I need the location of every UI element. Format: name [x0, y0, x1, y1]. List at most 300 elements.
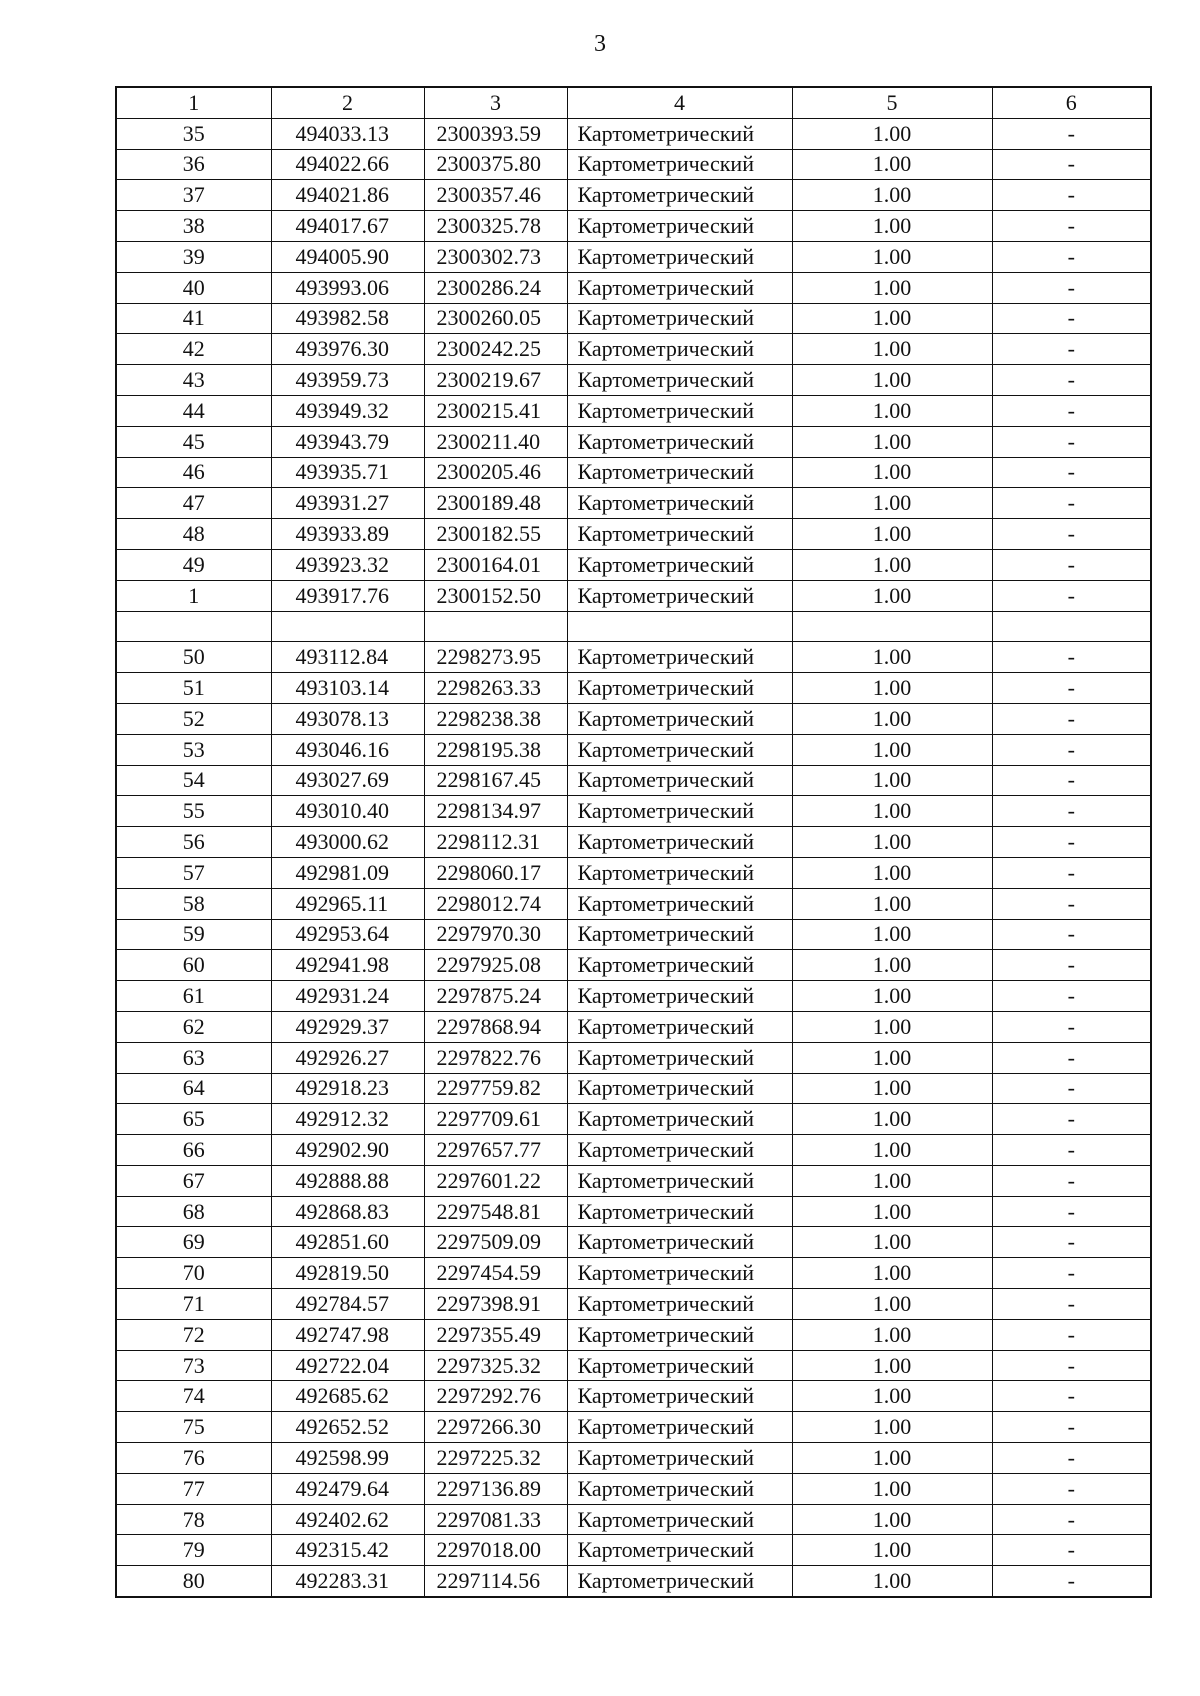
cell-method: Картометрический: [567, 272, 792, 303]
cell-note: -: [992, 703, 1151, 734]
cell-x-coordinate: 493078.13: [271, 703, 424, 734]
cell-note: -: [992, 1165, 1151, 1196]
table-row: [116, 1227, 1151, 1258]
cell-y-coordinate: 2298273.95: [424, 642, 567, 673]
table-row: [116, 1566, 1151, 1597]
cell-note: -: [992, 457, 1151, 488]
cell-note: -: [992, 1011, 1151, 1042]
cell-point-number: 71: [116, 1289, 271, 1320]
table-row: [116, 149, 1151, 180]
cell-y-coordinate: 2300182.55: [424, 519, 567, 550]
cell-point-number: 77: [116, 1473, 271, 1504]
table-row: [116, 1196, 1151, 1227]
cell-x-coordinate: 494022.66: [271, 149, 424, 180]
cell-accuracy: 1.00: [792, 1196, 992, 1227]
cell-x-coordinate: 492965.11: [271, 888, 424, 919]
cell-accuracy: 1.00: [792, 395, 992, 426]
cell-x-coordinate: 493976.30: [271, 334, 424, 365]
table-row: [116, 1011, 1151, 1042]
cell-accuracy: 1.00: [792, 303, 992, 334]
cell-accuracy: 1.00: [792, 180, 992, 211]
cell-method: Картометрический: [567, 857, 792, 888]
cell-x-coordinate: 493935.71: [271, 457, 424, 488]
cell-note: -: [992, 365, 1151, 396]
cell-method: Картометрический: [567, 1473, 792, 1504]
cell-x-coordinate: 492953.64: [271, 919, 424, 950]
cell-note: -: [992, 580, 1151, 611]
cell-method: Картометрический: [567, 1566, 792, 1597]
cell-point-number: 38: [116, 211, 271, 242]
cell-accuracy: 1.00: [792, 1412, 992, 1443]
table-row: [116, 365, 1151, 396]
cell-x-coordinate: 492819.50: [271, 1258, 424, 1289]
cell-note: -: [992, 180, 1151, 211]
cell-x-coordinate: 492747.98: [271, 1319, 424, 1350]
cell-point-number: 55: [116, 796, 271, 827]
table-row: [116, 673, 1151, 704]
cell-accuracy: 1.00: [792, 149, 992, 180]
cell-point-number: 49: [116, 549, 271, 580]
cell-accuracy: 1.00: [792, 1258, 992, 1289]
table-row: [116, 519, 1151, 550]
cell-point-number: 78: [116, 1504, 271, 1535]
cell-note: -: [992, 642, 1151, 673]
cell-y-coordinate: 2297657.77: [424, 1135, 567, 1166]
cell-note: -: [992, 334, 1151, 365]
cell-y-coordinate: 2300205.46: [424, 457, 567, 488]
cell-point-number: 58: [116, 888, 271, 919]
cell-note: -: [992, 272, 1151, 303]
cell-accuracy: 1.00: [792, 457, 992, 488]
cell-x-coordinate: 493943.79: [271, 426, 424, 457]
cell-method: Картометрический: [567, 1535, 792, 1566]
cell-y-coordinate: 2297018.00: [424, 1535, 567, 1566]
cell-note: -: [992, 1289, 1151, 1320]
cell-y-coordinate: 2300164.01: [424, 549, 567, 580]
cell-x-coordinate: 494033.13: [271, 118, 424, 149]
cell-method: Картометрический: [567, 426, 792, 457]
table-row: [116, 1381, 1151, 1412]
cell-point-number: 73: [116, 1350, 271, 1381]
cell-note: -: [992, 303, 1151, 334]
header-cell-6: 6: [992, 87, 1151, 118]
table-row: [116, 580, 1151, 611]
cell-accuracy: 1.00: [792, 703, 992, 734]
cell-accuracy: 1.00: [792, 488, 992, 519]
table-row: [116, 734, 1151, 765]
cell-y-coordinate: 2297355.49: [424, 1319, 567, 1350]
cell-x-coordinate: 492929.37: [271, 1011, 424, 1042]
table-row: [116, 1350, 1151, 1381]
cell-accuracy: 1.00: [792, 1135, 992, 1166]
cell-x-coordinate: 493103.14: [271, 673, 424, 704]
cell-method: Картометрический: [567, 1412, 792, 1443]
cell-accuracy: 1.00: [792, 1165, 992, 1196]
cell-method: Картометрический: [567, 1289, 792, 1320]
cell-point-number: 65: [116, 1104, 271, 1135]
cell-point-number: 67: [116, 1165, 271, 1196]
cell-point-number: 69: [116, 1227, 271, 1258]
cell-method: Картометрический: [567, 1258, 792, 1289]
cell-y-coordinate: 2297292.76: [424, 1381, 567, 1412]
cell-accuracy: 1.00: [792, 1011, 992, 1042]
cell-accuracy: 1.00: [792, 950, 992, 981]
cell-method: Картометрический: [567, 734, 792, 765]
table-row: [116, 1135, 1151, 1166]
cell-x-coordinate: 492868.83: [271, 1196, 424, 1227]
cell-x-coordinate: 492902.90: [271, 1135, 424, 1166]
cell-y-coordinate: 2297548.81: [424, 1196, 567, 1227]
cell-note: -: [992, 1443, 1151, 1474]
cell-point-number: 36: [116, 149, 271, 180]
table-row: [116, 488, 1151, 519]
table-row: [116, 1258, 1151, 1289]
cell-point-number: 68: [116, 1196, 271, 1227]
cell-accuracy: 1.00: [792, 1473, 992, 1504]
cell-point-number: 62: [116, 1011, 271, 1042]
cell-y-coordinate: 2298167.45: [424, 765, 567, 796]
cell-point-number: 37: [116, 180, 271, 211]
table-row: [116, 549, 1151, 580]
cell-accuracy: 1.00: [792, 1073, 992, 1104]
cell-point-number: 50: [116, 642, 271, 673]
cell-method: Картометрический: [567, 1504, 792, 1535]
cell-y-coordinate: 2300260.05: [424, 303, 567, 334]
cell-note: -: [992, 1504, 1151, 1535]
cell-point-number: 39: [116, 241, 271, 272]
cell-accuracy: 1.00: [792, 673, 992, 704]
cell-accuracy: 1.00: [792, 1566, 992, 1597]
table-row: [116, 241, 1151, 272]
cell-note: -: [992, 1381, 1151, 1412]
cell-point-number: 40: [116, 272, 271, 303]
cell-point-number: 41: [116, 303, 271, 334]
cell-point-number: 80: [116, 1566, 271, 1597]
table-row: [116, 1504, 1151, 1535]
cell-y-coordinate: 2297266.30: [424, 1412, 567, 1443]
cell-y-coordinate: 2297868.94: [424, 1011, 567, 1042]
cell-method: Картометрический: [567, 673, 792, 704]
cell-x-coordinate: 494021.86: [271, 180, 424, 211]
cell-point-number: 79: [116, 1535, 271, 1566]
cell-point-number: 1: [116, 580, 271, 611]
cell-x-coordinate: 494005.90: [271, 241, 424, 272]
cell-x-coordinate: 493027.69: [271, 765, 424, 796]
cell-x-coordinate: 493112.84: [271, 642, 424, 673]
cell-method: Картометрический: [567, 1104, 792, 1135]
table-row: [116, 1042, 1151, 1073]
cell-method: Картометрический: [567, 1196, 792, 1227]
cell-method: Картометрический: [567, 765, 792, 796]
cell-accuracy: 1.00: [792, 1104, 992, 1135]
cell-method: Картометрический: [567, 1443, 792, 1474]
coordinates-table: [115, 86, 1152, 1598]
cell-point-number: 61: [116, 981, 271, 1012]
cell-point-number: 44: [116, 395, 271, 426]
cell-note: -: [992, 1073, 1151, 1104]
cell-y-coordinate: 2300242.25: [424, 334, 567, 365]
table-row: [116, 1073, 1151, 1104]
cell-method: Картометрический: [567, 241, 792, 272]
cell-point-number: 54: [116, 765, 271, 796]
cell-y-coordinate: 2300152.50: [424, 580, 567, 611]
cell-note: -: [992, 981, 1151, 1012]
cell-x-coordinate: 492918.23: [271, 1073, 424, 1104]
cell-y-coordinate: 2300325.78: [424, 211, 567, 242]
cell-accuracy: 1.00: [792, 241, 992, 272]
cell-accuracy: 1.00: [792, 211, 992, 242]
cell-accuracy: 1.00: [792, 981, 992, 1012]
cell-accuracy: 1.00: [792, 118, 992, 149]
cell-x-coordinate: 492315.42: [271, 1535, 424, 1566]
cell-y-coordinate: 2298012.74: [424, 888, 567, 919]
cell-accuracy: 1.00: [792, 334, 992, 365]
cell-accuracy: 1.00: [792, 1443, 992, 1474]
cell-method: Картометрический: [567, 827, 792, 858]
cell-y-coordinate: 2298112.31: [424, 827, 567, 858]
cell-accuracy: 1.00: [792, 734, 992, 765]
cell-accuracy: 1.00: [792, 1289, 992, 1320]
cell-x-coordinate: 492598.99: [271, 1443, 424, 1474]
cell-accuracy: 1.00: [792, 919, 992, 950]
cell-point-number: 76: [116, 1443, 271, 1474]
cell-x-coordinate: 492784.57: [271, 1289, 424, 1320]
cell-accuracy: 1.00: [792, 1350, 992, 1381]
table-row: [116, 642, 1151, 673]
cell-point-number: 70: [116, 1258, 271, 1289]
cell-method: Картометрический: [567, 519, 792, 550]
cell-method: Картометрический: [567, 642, 792, 673]
cell-y-coordinate: 2298060.17: [424, 857, 567, 888]
cell-y-coordinate: 2297925.08: [424, 950, 567, 981]
cell-x-coordinate: 492931.24: [271, 981, 424, 1012]
cell-y-coordinate: 2300219.67: [424, 365, 567, 396]
cell-note: -: [992, 827, 1151, 858]
cell-x-coordinate: 493959.73: [271, 365, 424, 396]
cell-note: [992, 611, 1151, 642]
cell-point-number: 59: [116, 919, 271, 950]
cell-x-coordinate: 493010.40: [271, 796, 424, 827]
cell-y-coordinate: 2297709.61: [424, 1104, 567, 1135]
cell-accuracy: 1.00: [792, 519, 992, 550]
cell-note: -: [992, 796, 1151, 827]
cell-point-number: 60: [116, 950, 271, 981]
table-row: [116, 981, 1151, 1012]
table-row: [116, 118, 1151, 149]
table-row: [116, 1535, 1151, 1566]
cell-x-coordinate: 492912.32: [271, 1104, 424, 1135]
cell-method: Картометрический: [567, 180, 792, 211]
cell-accuracy: 1.00: [792, 365, 992, 396]
cell-note: -: [992, 1535, 1151, 1566]
cell-method: Картометрический: [567, 1227, 792, 1258]
cell-method: Картометрический: [567, 888, 792, 919]
cell-method: Картометрический: [567, 334, 792, 365]
cell-point-number: 74: [116, 1381, 271, 1412]
cell-accuracy: 1.00: [792, 1381, 992, 1412]
cell-method: Картометрический: [567, 549, 792, 580]
table-row: [116, 426, 1151, 457]
cell-point-number: 57: [116, 857, 271, 888]
table-row: [116, 765, 1151, 796]
cell-accuracy: [792, 611, 992, 642]
table-row: [116, 888, 1151, 919]
cell-note: -: [992, 241, 1151, 272]
cell-method: Картометрический: [567, 149, 792, 180]
cell-note: -: [992, 549, 1151, 580]
cell-note: -: [992, 950, 1151, 981]
cell-y-coordinate: 2297454.59: [424, 1258, 567, 1289]
cell-note: -: [992, 488, 1151, 519]
table-row: [116, 395, 1151, 426]
cell-point-number: 51: [116, 673, 271, 704]
cell-x-coordinate: 493917.76: [271, 580, 424, 611]
cell-point-number: 42: [116, 334, 271, 365]
cell-y-coordinate: [424, 611, 567, 642]
cell-accuracy: 1.00: [792, 1227, 992, 1258]
cell-note: -: [992, 888, 1151, 919]
cell-method: Картометрический: [567, 303, 792, 334]
cell-x-coordinate: 492402.62: [271, 1504, 424, 1535]
table-row: [116, 1165, 1151, 1196]
cell-y-coordinate: 2300286.24: [424, 272, 567, 303]
cell-method: Картометрический: [567, 211, 792, 242]
cell-note: -: [992, 1412, 1151, 1443]
cell-y-coordinate: 2297114.56: [424, 1566, 567, 1597]
cell-note: -: [992, 1042, 1151, 1073]
cell-method: Картометрический: [567, 981, 792, 1012]
cell-point-number: [116, 611, 271, 642]
cell-y-coordinate: 2298134.97: [424, 796, 567, 827]
cell-y-coordinate: 2297759.82: [424, 1073, 567, 1104]
cell-note: -: [992, 857, 1151, 888]
cell-note: -: [992, 1104, 1151, 1135]
cell-x-coordinate: 493046.16: [271, 734, 424, 765]
header-cell-4: 4: [567, 87, 792, 118]
cell-method: Картометрический: [567, 1319, 792, 1350]
cell-note: -: [992, 1350, 1151, 1381]
cell-y-coordinate: 2297081.33: [424, 1504, 567, 1535]
table-row: [116, 1104, 1151, 1135]
cell-x-coordinate: 492981.09: [271, 857, 424, 888]
cell-x-coordinate: 492851.60: [271, 1227, 424, 1258]
header-cell-5: 5: [792, 87, 992, 118]
table-row: [116, 827, 1151, 858]
cell-note: -: [992, 673, 1151, 704]
table-row: [116, 611, 1151, 642]
table-row: [116, 857, 1151, 888]
cell-method: Картометрический: [567, 796, 792, 827]
cell-y-coordinate: 2300189.48: [424, 488, 567, 519]
header-row: [116, 87, 1151, 118]
cell-y-coordinate: 2297136.89: [424, 1473, 567, 1504]
table-row: [116, 703, 1151, 734]
table-row: [116, 1473, 1151, 1504]
cell-point-number: 64: [116, 1073, 271, 1104]
header-cell-1: 1: [116, 87, 271, 118]
cell-note: -: [992, 1227, 1151, 1258]
table-row: [116, 1443, 1151, 1474]
cell-note: -: [992, 1196, 1151, 1227]
cell-point-number: 46: [116, 457, 271, 488]
cell-x-coordinate: 492479.64: [271, 1473, 424, 1504]
cell-accuracy: 1.00: [792, 765, 992, 796]
cell-x-coordinate: 494017.67: [271, 211, 424, 242]
cell-note: -: [992, 395, 1151, 426]
cell-accuracy: 1.00: [792, 857, 992, 888]
cell-y-coordinate: 2297225.32: [424, 1443, 567, 1474]
header-cell-3: 3: [424, 87, 567, 118]
table-row: [116, 334, 1151, 365]
cell-x-coordinate: 493982.58: [271, 303, 424, 334]
cell-note: -: [992, 426, 1151, 457]
cell-method: Картометрический: [567, 1042, 792, 1073]
cell-note: -: [992, 765, 1151, 796]
cell-point-number: 63: [116, 1042, 271, 1073]
cell-x-coordinate: 492941.98: [271, 950, 424, 981]
cell-y-coordinate: 2297601.22: [424, 1165, 567, 1196]
table-header: [116, 87, 1151, 118]
cell-point-number: 53: [116, 734, 271, 765]
cell-method: Картометрический: [567, 580, 792, 611]
cell-accuracy: 1.00: [792, 1319, 992, 1350]
cell-accuracy: 1.00: [792, 1042, 992, 1073]
cell-accuracy: 1.00: [792, 1504, 992, 1535]
cell-method: Картометрический: [567, 703, 792, 734]
cell-method: Картометрический: [567, 1350, 792, 1381]
cell-method: Картометрический: [567, 488, 792, 519]
table-row: [116, 1289, 1151, 1320]
cell-y-coordinate: 2297970.30: [424, 919, 567, 950]
cell-method: Картометрический: [567, 1135, 792, 1166]
table-row: [116, 457, 1151, 488]
cell-method: [567, 611, 792, 642]
cell-point-number: 48: [116, 519, 271, 550]
table-row: [116, 303, 1151, 334]
cell-method: Картометрический: [567, 1073, 792, 1104]
cell-point-number: 56: [116, 827, 271, 858]
cell-note: -: [992, 211, 1151, 242]
cell-y-coordinate: 2300393.59: [424, 118, 567, 149]
cell-y-coordinate: 2298238.38: [424, 703, 567, 734]
cell-y-coordinate: 2300211.40: [424, 426, 567, 457]
page-number: 3: [594, 31, 606, 57]
cell-method: Картометрический: [567, 118, 792, 149]
cell-note: -: [992, 1135, 1151, 1166]
table-row: [116, 950, 1151, 981]
cell-accuracy: 1.00: [792, 426, 992, 457]
table-row: [116, 1412, 1151, 1443]
cell-x-coordinate: 492283.31: [271, 1566, 424, 1597]
cell-x-coordinate: 492722.04: [271, 1350, 424, 1381]
cell-x-coordinate: 493933.89: [271, 519, 424, 550]
cell-y-coordinate: 2300215.41: [424, 395, 567, 426]
table-row: [116, 796, 1151, 827]
cell-note: -: [992, 519, 1151, 550]
cell-method: Картометрический: [567, 1165, 792, 1196]
table-row: [116, 180, 1151, 211]
table-row: [116, 211, 1151, 242]
cell-y-coordinate: 2297509.09: [424, 1227, 567, 1258]
cell-y-coordinate: 2300375.80: [424, 149, 567, 180]
table-body: [116, 118, 1151, 1597]
cell-x-coordinate: 493949.32: [271, 395, 424, 426]
cell-point-number: 72: [116, 1319, 271, 1350]
cell-y-coordinate: 2297875.24: [424, 981, 567, 1012]
cell-note: -: [992, 1473, 1151, 1504]
cell-x-coordinate: 492888.88: [271, 1165, 424, 1196]
cell-note: -: [992, 734, 1151, 765]
